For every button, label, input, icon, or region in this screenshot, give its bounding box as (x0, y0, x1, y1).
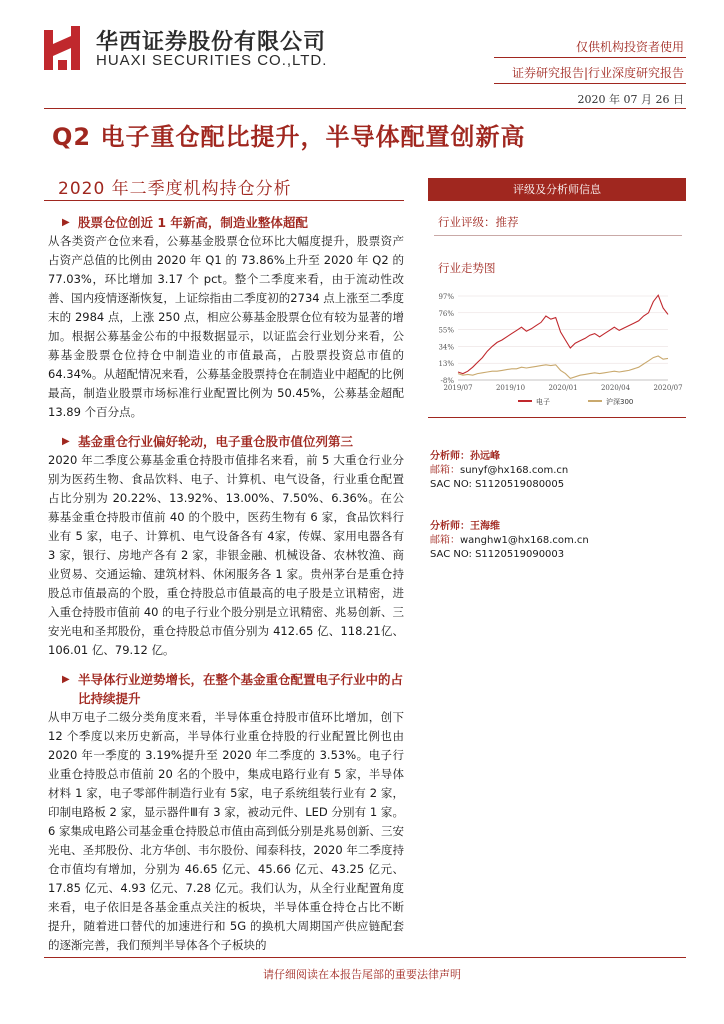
email-label: 邮箱： (430, 465, 460, 476)
section-body: 2020 年二季度公募基金重仓持股市值排名来看，前 5 大重仓行业分别为医药生物、食品饮料、电子、计算机、电气设备，行业重仓配置占比分别为 20.22%、13.92%、13.00%、7.50%、6.36%。在公募基金重仓持股市值前 40 的个股中，医药生物有 6 家，食品饮料行业有 5 家，电子、计算机、电气设备各有 4家，传媒、家用电器各有 3 家，银行、房地产各有 2 家，非银金融、机械设备、农林牧渔、商业贸易、交通运输、建筑材料、休闲服务各 1 家。贵州茅台是重仓持股总市值最高的个股，重仓持股总市值最高的电子股是立讯精密，进入重仓持股市值前 40 的电子行业个股分别是立讯精密、兆易创新、三安光电和圣邦股份，重仓持股总市值分别为 412.65 亿、118.21亿、106.01 亿、79.12 亿。 (48, 453, 404, 657)
y-tick-label: 13% (438, 360, 454, 369)
section-heading (48, 432, 404, 451)
section-heading-text: 基金重仓行业偏好轮动，电子重仓股市值位列第三 (78, 434, 354, 449)
y-tick-label: -8% (440, 377, 454, 385)
analyst-name: 分析师：王海维 (430, 521, 500, 532)
section-body: 从各类资产仓位来看，公募基金股票仓位环比大幅度提升，股票资产占资产总值的比例由 2020 年 Q1 的 73.86%上升至 2020 年 Q2 的 77.03%，环比增加 3.17 个 pct。整个二季度来看，由于流动性改善、国内疫情逐渐恢复，上证综指由二季度初的2734 点上涨至二季度末的 2984 点，上涨 250 点，相应公募基金股票仓位有较为显著的增加。根据公募基金公布的中报数据显示，以证监会行业划分来看，公募基金股票仓位持仓中制造业的市值最高，占股票投资总市值的 64.34%。从超配情况来看，公募基金股票持仓在制造业中超配的比例最高，制造业股票市场标准行业配置比例为 50.45%，公募基金超配 13.89 个百分点。 (48, 234, 404, 419)
report-date: 2020 年 07 月 26 日 (577, 93, 684, 106)
huaxi-logo-icon (44, 26, 84, 70)
report-type: 证券研究报告|行业深度研究报告 (511, 66, 684, 80)
x-tick-label: 2020/01 (548, 384, 578, 392)
x-tick-label: 2019/07 (443, 384, 473, 392)
section-heading (48, 213, 404, 232)
subtitle-divider (44, 200, 404, 201)
triangle-bullet-icon: ▶ (62, 217, 70, 228)
section-heading-text: 股票仓位创近 1 年新高，制造业整体超配 (78, 215, 308, 230)
y-tick-label: 34% (438, 343, 454, 352)
analyst-sac: SAC NO: S1120519080005 (430, 479, 565, 490)
triangle-bullet-icon: ▶ (62, 436, 70, 447)
section-heading (48, 670, 404, 708)
sidebar (428, 178, 686, 418)
company-name-en: HUAXI SECURITIES CO.,LTD. (96, 52, 328, 69)
triangle-bullet-icon: ▶ (62, 674, 70, 685)
legend-label: 沪深300 (606, 398, 634, 406)
analyst-card (430, 520, 686, 562)
industry-rating: 行业评级：推荐 (438, 215, 519, 229)
x-tick-label: 2019/10 (495, 384, 526, 392)
analyst-sac: SAC NO: S1120519090003 (430, 549, 565, 560)
header-divider (494, 57, 686, 58)
legal-notice: 请仔细阅读在本报告尾部的重要法律声明 (263, 968, 461, 981)
rating-box (428, 178, 686, 418)
x-tick-label: 2020/07 (653, 384, 683, 392)
report-subtitle: 2020 年二季度机构持仓分析 (58, 179, 292, 199)
section-heading-text: 半导体行业逆势增长，在整个基金重仓配置电子行业中的占比持续提升 (78, 672, 404, 706)
investor-notice: 仅供机构投资者使用 (575, 40, 684, 54)
y-tick-label: 97% (438, 293, 454, 301)
trend-chart-title: 行业走势图 (438, 261, 496, 275)
email-label: 邮箱： (430, 535, 460, 546)
analyst-email[interactable]: wanghw1@hx168.com.cn (460, 535, 589, 546)
rating-divider (434, 235, 682, 236)
company-name-cn: 华西证券股份有限公司 (96, 30, 327, 55)
rating-box-title: 评级及分析师信息 (428, 178, 686, 201)
industry-trend-chart (428, 288, 686, 414)
main-content (48, 213, 404, 959)
report-header (0, 0, 724, 110)
section-body: 从申万电子二级分类角度来看，半导体重仓持股市值环比增加，创下 12 个季度以来历史新高，半导体行业重仓持股的行业配置比例也由 2020 年一季度的 3.19%提升至 2020 年二季度的 3.53%。电子行业重仓持股总市值前 20 名的个股中，集成电路行业有 5 家，半导体材料 1 家，电子零部件制造行业有 5家，电子系统组装行业有 2 家，印制电路板 2 家，显示器件Ⅲ有 3 家，被动元件、LED 分别有 1 家。6 家集成电路公司基金重仓持股总市值由高到低分别是兆易创新、三安光电、圣邦股份、北方华创、韦尔股份、闻泰科技，2020 年二季度持仓市值均有增加，分别为 46.65 亿元、45.66 亿元、43.25 亿元、17.85 亿元、4.93 亿元、7.28 亿元。我们认为，从全行业配置角度来看，电子依旧是各基金重点关注的板块，半导体重仓持仓占比不断提升，随着进口替代的加速进行和 5G 的换机大周期国产供应链配套的逐渐完善，我们预判半导体各个子板块的 (48, 710, 404, 952)
footer-divider (44, 957, 686, 958)
y-tick-label: 76% (438, 309, 454, 318)
header-divider (494, 83, 686, 84)
report-title: Q2 电子重仓配比提升，半导体配置创新高 (52, 123, 526, 151)
series-line-0 (458, 295, 668, 373)
analyst-card (430, 450, 686, 492)
y-tick-label: 55% (438, 326, 454, 335)
x-tick-label: 2020/04 (600, 384, 631, 392)
header-divider (44, 108, 686, 109)
legend-label: 电子 (536, 398, 550, 406)
analyst-email[interactable]: sunyf@hx168.com.cn (460, 465, 569, 476)
analyst-name: 分析师：孙远峰 (430, 451, 500, 462)
series-line-1 (458, 356, 668, 378)
